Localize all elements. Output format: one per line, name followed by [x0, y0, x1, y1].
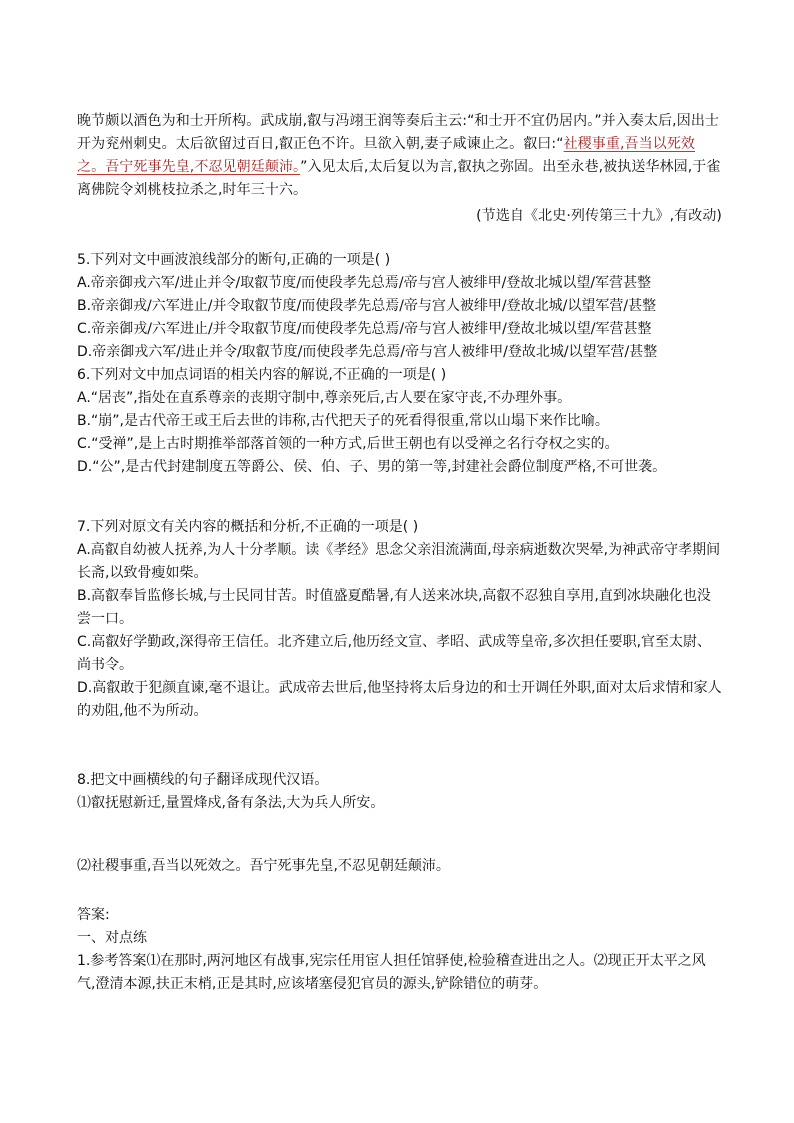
- option-d: D.帝亲御戎六军/进止并令/取叡节度/而使段孝先总焉/帝与宫人被绯甲/登故北城/以望军营/甚整: [77, 344, 658, 360]
- underlined-sentence: 社稷事重,吾当以死效之。吾宁死事先皇,不忍见朝廷颠沛。: [77, 136, 696, 175]
- option-a: A.帝亲御戎六军/进止并令/取叡节度/而使段孝先总焉/帝与宫人被绯甲/登故北城以望/军营甚整: [77, 275, 652, 291]
- question-stem: 5.下列对文中画波浪线部分的断句,正确的一项是( ): [77, 252, 391, 268]
- sentence-1: ⑴叡抚慰新迁,量置烽戍,备有条法,大为兵人所安。: [77, 795, 385, 811]
- passage-source: (节选自《北史·列传第三十九》,有改动): [476, 208, 722, 224]
- sentence-2: ⑵社稷事重,吾当以死效之。吾宁死事先皇,不忍见朝廷颠沛。: [77, 858, 450, 874]
- option-a: A.“居丧”,指处在直系尊亲的丧期守制中,尊亲死后,古人要在家守丧,不办理外事。: [77, 390, 572, 406]
- question-stem: 6.下列对文中加点词语的相关内容的解说,不正确的一项是( ): [77, 367, 447, 383]
- answer-space: [77, 815, 722, 855]
- question-8: [77, 769, 722, 878]
- question-7: [77, 516, 722, 723]
- answers-heading: 答案:: [77, 907, 110, 923]
- option-d: D.“公”,是古代封建制度五等爵公、侯、伯、子、男的第一等,封建社会爵位制度严格,不可世袭。: [77, 459, 667, 475]
- passage-text-a: 晚节颇以酒色为和士开所构。武成崩,叡与冯翊王润等奏后主云:“和士开不宜仍居内。”并入奏太后,因出士开为兖州刺史。太后欲留过百日,叡正色不许。旦欲入朝,妻子咸谏止之。叡曰:“: [77, 113, 720, 152]
- option-b: B.“崩”,是古代帝王或王后去世的讳称,古代把天子的死看得很重,常以山塌下来作比喻。: [77, 413, 609, 429]
- question-6: [77, 364, 722, 479]
- answer-1: 1.参考答案⑴在那时,两河地区有战事,宪宗任用宦人担任馆驿使,检验稽查进出之人。⑵现正开太平之风气,澄清本源,扶正末梢,正是其时,应该堵塞侵犯官员的源头,铲除错位的萌芽。: [77, 953, 706, 992]
- passage-paragraph: [77, 110, 722, 202]
- passage-text-b: ”入见太后,太后复以为言,叡执之弥固。出至永巷,被执送华林园,于雀离佛院令刘桃枝拉杀之,时年三十六。: [77, 159, 721, 198]
- question-stem: 8.把文中画横线的句子翻译成现代汉语。: [77, 772, 329, 788]
- option-a: A.高叡自幼被人抚养,为人十分孝顺。读《孝经》思念父亲泪流满面,母亲病逝数次哭晕,为神武帝守孝期间长斋,以致骨瘦如柴。: [77, 542, 721, 581]
- option-b: B.高叡奉旨监修长城,与士民同甘苦。时值盛夏酷暑,有人送来冰块,高叡不忍独自享用,直到冰块融化也没尝一口。: [77, 588, 711, 627]
- passage-section: [77, 110, 722, 228]
- question-stem: 7.下列对原文有关内容的概括和分析,不正确的一项是( ): [77, 519, 419, 535]
- option-b: B.帝亲御戎/六军进止/并令取叡节度/而使段孝先总焉/帝与宫人被绯甲/登故北城/以望军营/甚整: [77, 298, 657, 314]
- answers-section: [77, 904, 722, 996]
- option-c: C.“受禅”,是上古时期推举部落首领的一种方式,后世王朝也有以受禅之名行夺权之实的。: [77, 436, 619, 452]
- answers-subsection: 一、对点练: [77, 930, 147, 946]
- option-c: C.高叡好学勤政,深得帝王信任。北齐建立后,他历经文宣、孝昭、武成等皇帝,多次担任要职,官至太尉、尚书令。: [77, 634, 712, 673]
- option-d: D.高叡敢于犯颜直谏,毫不退让。武成帝去世后,他坚持将太后身边的和士开调任外职,面对太后求情和家人的劝阻,他不为所动。: [77, 680, 722, 719]
- option-c: C.帝亲御戎/六军进止/并令取叡节度/而使段孝先总焉/帝与宫人被绯甲/登故北城以望/军营甚整: [77, 321, 652, 337]
- question-5: [77, 249, 722, 364]
